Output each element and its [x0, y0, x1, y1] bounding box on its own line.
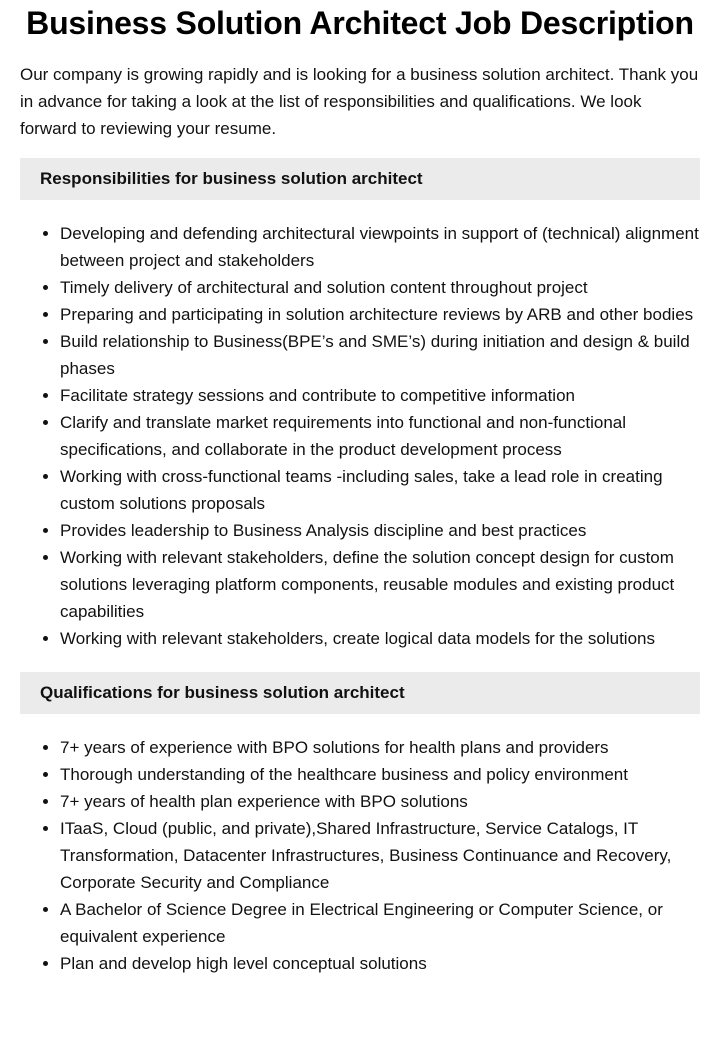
- list-item: • Preparing and participating in solution architecture reviews by ARB and other bodies: [60, 301, 700, 328]
- responsibilities-list: [20, 220, 700, 652]
- list-item: • Build relationship to Business(BPE’s and SME’s) during initiation and design & build phases: [60, 328, 700, 382]
- responsibilities-heading: Responsibilities for business solution architect: [20, 158, 700, 200]
- list-item: • Working with relevant stakeholders, create logical data models for the solutions: [60, 625, 700, 652]
- list-item: • Provides leadership to Business Analysis discipline and best practices: [60, 517, 700, 544]
- list-item: • Plan and develop high level conceptual solutions: [60, 950, 700, 977]
- list-item: • Facilitate strategy sessions and contribute to competitive information: [60, 382, 700, 409]
- list-item: • Thorough understanding of the healthcare business and policy environment: [60, 761, 700, 788]
- list-item: • Clarify and translate market requirements into functional and non-functional specifications, and collaborate in the product development process: [60, 409, 700, 463]
- list-item: • Working with relevant stakeholders, define the solution concept design for custom solutions leveraging platform components, reusable modules and existing product capabilities: [60, 544, 700, 625]
- intro-paragraph: Our company is growing rapidly and is looking for a business solution architect. Thank you in advance for taking a look at the list of responsibilities and qualifications. We look forward to reviewing your resume.: [20, 65, 699, 138]
- list-item: • Developing and defending architectural viewpoints in support of (technical) alignment between project and stakeholders: [60, 220, 700, 274]
- list-item: • 7+ years of experience with BPO solutions for health plans and providers: [60, 734, 700, 761]
- list-item: • ITaaS, Cloud (public, and private),Shared Infrastructure, Service Catalogs, IT Transformation, Datacenter Infrastructures, Business Continuance and Recovery, Corporate Security and Compliance: [60, 815, 700, 896]
- list-item: • Working with cross-functional teams -including sales, take a lead role in creating custom solutions proposals: [60, 463, 700, 517]
- list-item: • A Bachelor of Science Degree in Electrical Engineering or Computer Science, or equivalent experience: [60, 896, 700, 950]
- list-item: • 7+ years of health plan experience with BPO solutions: [60, 788, 700, 815]
- list-item: • Timely delivery of architectural and solution content throughout project: [60, 274, 700, 301]
- qualifications-heading: Qualifications for business solution architect: [20, 672, 700, 714]
- qualifications-list: [20, 734, 700, 977]
- page-title: Business Solution Architect Job Description: [26, 5, 694, 41]
